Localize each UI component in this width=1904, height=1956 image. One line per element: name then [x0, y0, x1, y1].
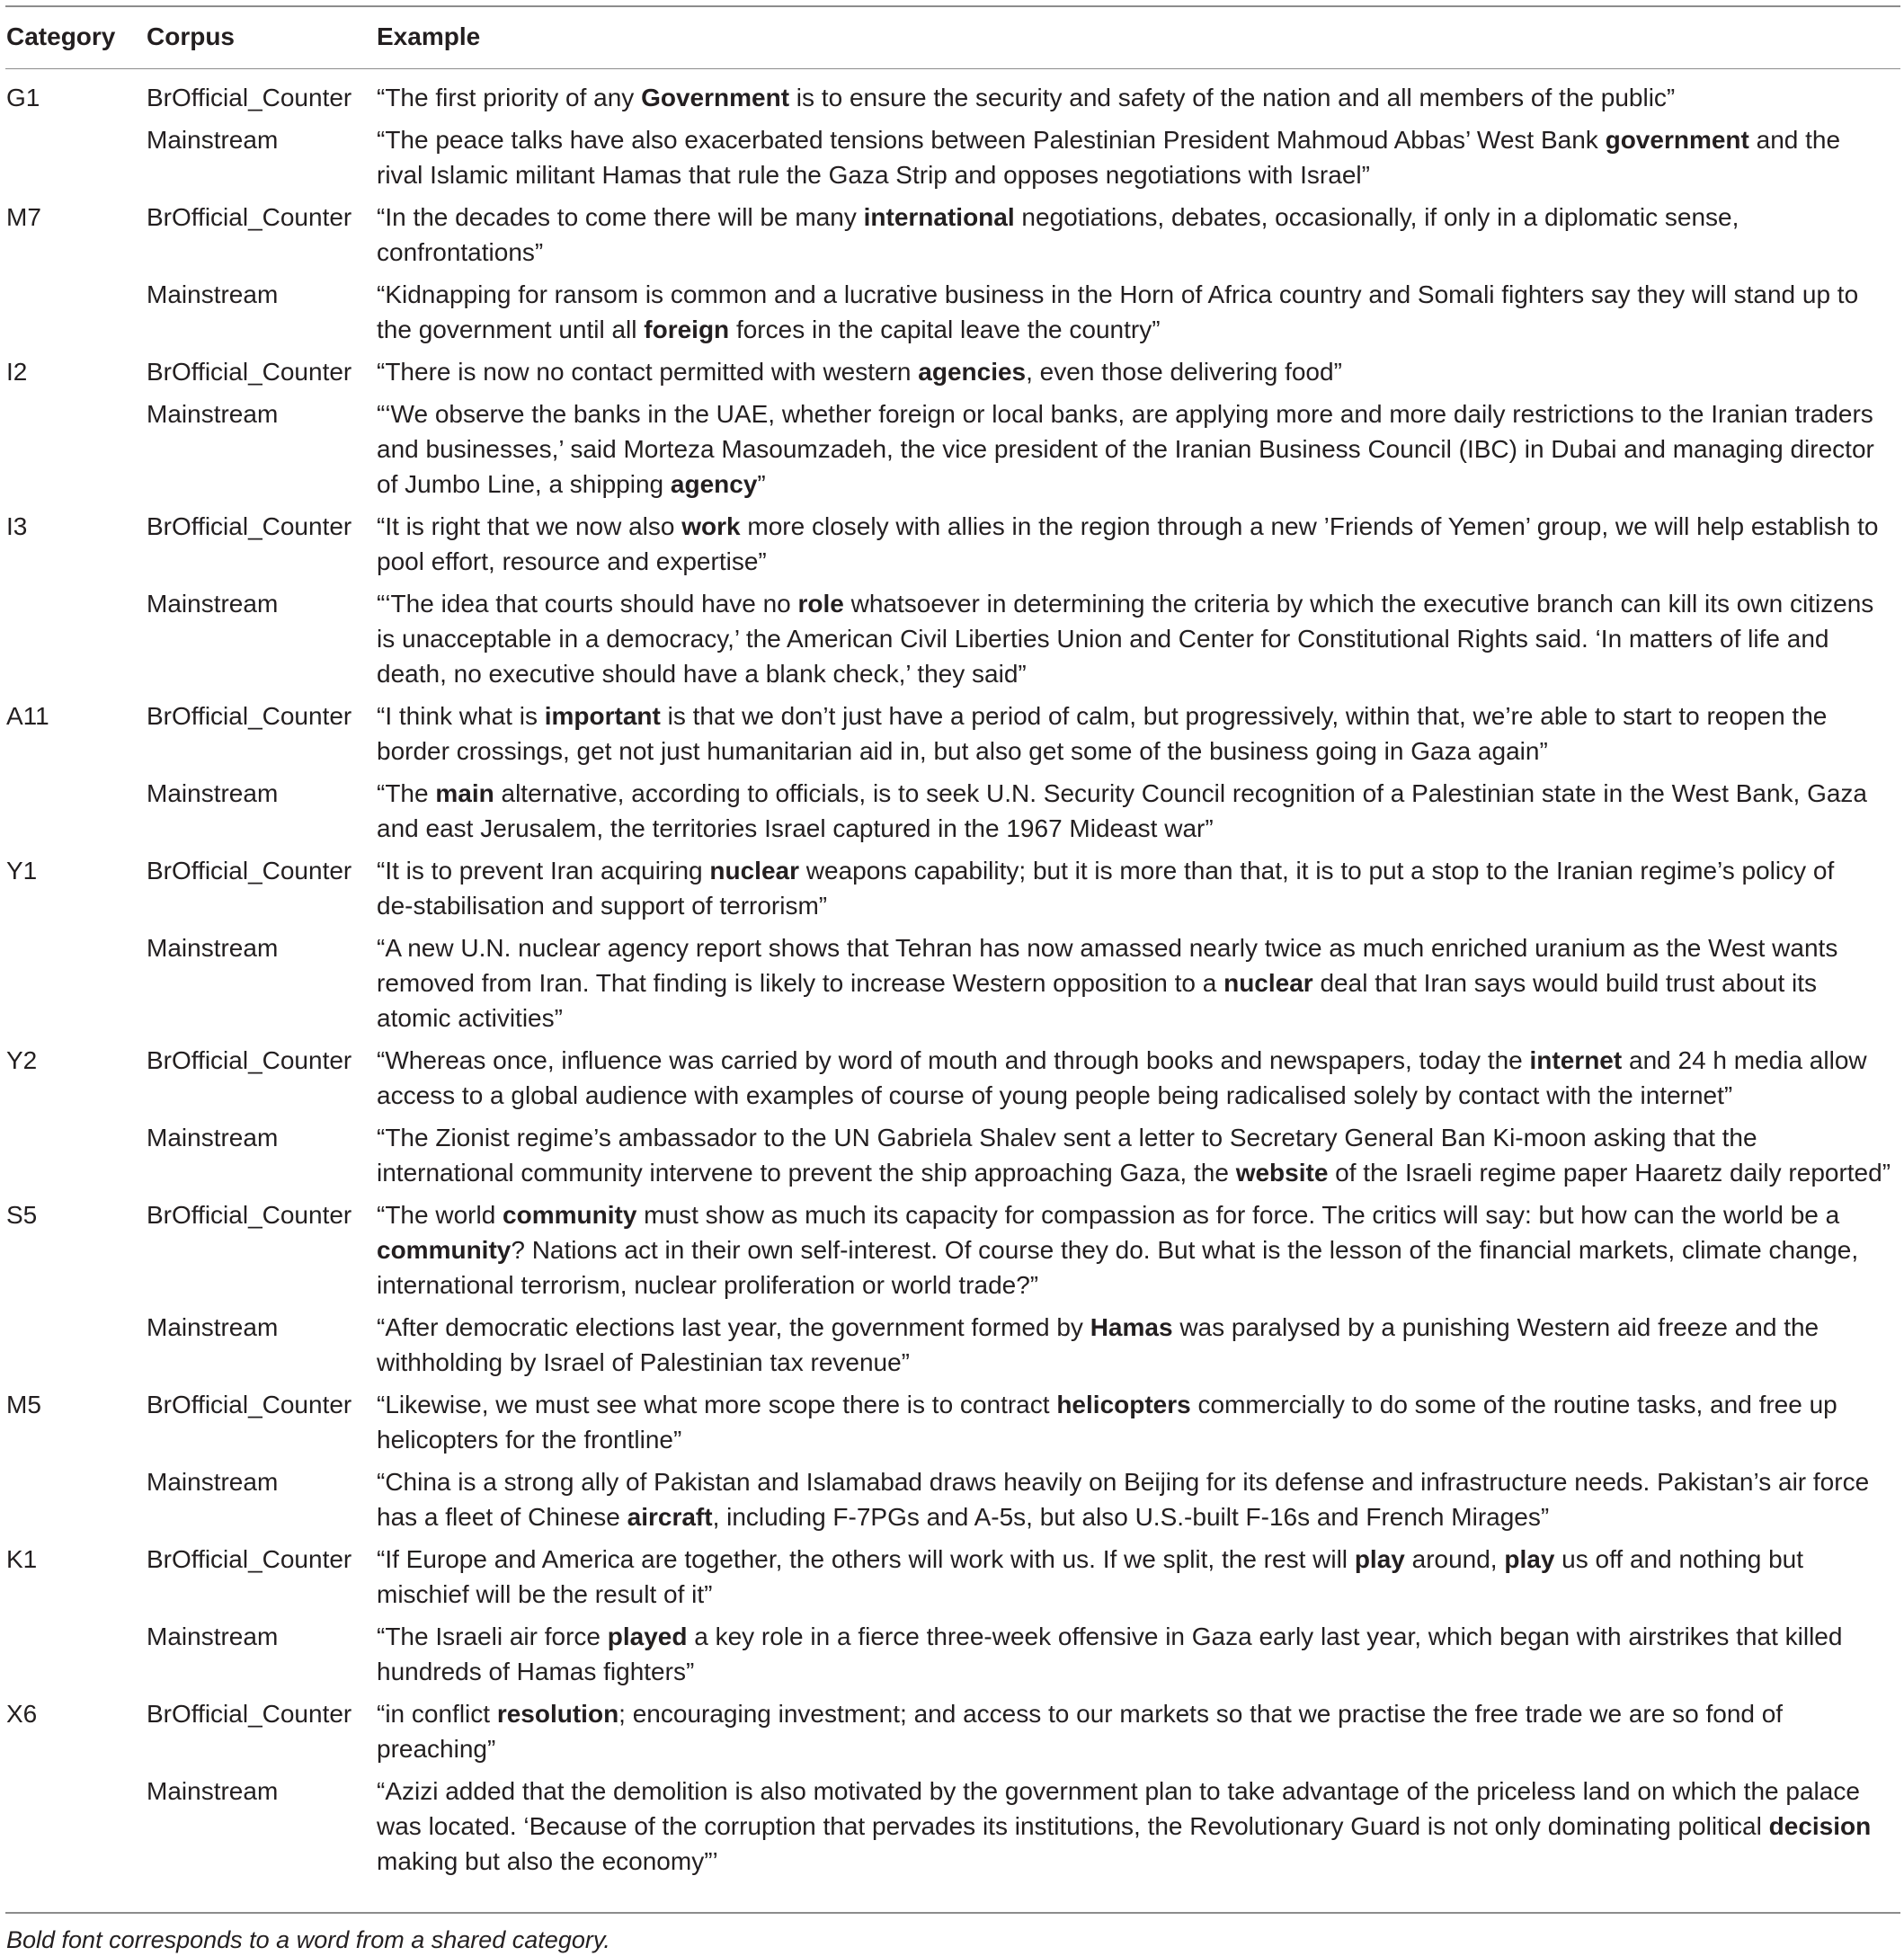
cell-example [377, 586, 1901, 691]
cell-corpus: Mainstream [147, 1124, 279, 1151]
example-text: “The Zionist regime’s ambassador to the UN Gabriela Shalev sent a letter to Secretary General Ban Ki-moon asking that the [377, 1124, 1757, 1151]
example-line [377, 1310, 1901, 1345]
cell-corpus: BrOfficial_Counter [147, 1046, 352, 1074]
example-text: “In the decades to come there will be many [377, 203, 864, 231]
example-text: has a fleet of Chinese [377, 1503, 627, 1531]
header-rule [5, 68, 1900, 69]
example-text: and businesses,’ said Morteza Masoumzadeh, the vice president of the Iranian Business Council (IBC) in Dubai and managing director [377, 435, 1874, 463]
example-text: helicopters for the frontline” [377, 1426, 682, 1454]
example-line [377, 1619, 1901, 1654]
cell-example [377, 509, 1901, 579]
example-line [377, 312, 1901, 347]
example-line [377, 656, 1901, 691]
shared-category-word: helicopters [1056, 1391, 1191, 1418]
shared-category-word: international [863, 203, 1015, 231]
example-line [377, 1345, 1901, 1380]
example-text: commercially to do some of the routine tasks, and free up [1190, 1391, 1837, 1418]
cell-example [377, 1310, 1901, 1380]
cell-example [377, 776, 1901, 846]
example-text: “Kidnapping for ransom is common and a lucrative business in the Horn of Africa country and Somali fighters say they will stand up to [377, 280, 1859, 308]
example-text: “The [377, 779, 436, 807]
example-text: is unacceptable in a democracy,’ the American Civil Liberties Union and Center for Constitutional Rights said. ‘In matters of life and [377, 625, 1829, 653]
example-line [377, 1731, 1901, 1766]
cell-corpus: BrOfficial_Counter [147, 203, 352, 231]
top-rule [5, 5, 1900, 7]
example-text: “The world [377, 1201, 503, 1229]
shared-category-word: work [681, 512, 741, 540]
cell-category: X6 [6, 1700, 38, 1728]
example-text: withholding by Israel of Palestinian tax revenue” [377, 1348, 911, 1376]
shared-category-word: aircraft [627, 1503, 713, 1531]
example-text: “Whereas once, influence was carried by word of mouth and through books and newspapers, today the [377, 1046, 1530, 1074]
example-text: more closely with allies in the region through a new ’Friends of Yemen’ group, we will help establish to [740, 512, 1879, 540]
example-text: is to ensure the security and safety of the nation and all members of the public” [789, 84, 1676, 111]
shared-category-word: agencies [918, 358, 1027, 386]
shared-category-word: decision [1768, 1812, 1872, 1840]
cell-corpus: BrOfficial_Counter [147, 857, 352, 885]
example-text: whatsoever in determining the criteria by which the executive branch can kill its own citizens [843, 590, 1874, 618]
table-footnote: Bold font corresponds to a word from a shared category. [6, 1926, 610, 1953]
example-text: “If Europe and America are together, the others will work with us. If we split, the rest will [377, 1545, 1355, 1573]
example-line [377, 1000, 1901, 1036]
cell-corpus: BrOfficial_Counter [147, 702, 352, 730]
shared-category-word: nuclear [709, 857, 800, 885]
example-text: is that we don’t just have a period of calm, but progressively, within that, we’re able to start to reopen the [660, 702, 1828, 730]
shared-category-word: internet [1529, 1046, 1623, 1074]
example-text: preaching” [377, 1735, 496, 1763]
example-line [377, 122, 1901, 157]
example-line [377, 853, 1901, 888]
example-line [377, 431, 1901, 467]
example-text: “The Israeli air force [377, 1623, 608, 1650]
cell-category: M5 [6, 1391, 41, 1418]
example-text: “There is now no contact permitted with western [377, 358, 919, 386]
example-line [377, 354, 1901, 389]
example-line [377, 965, 1901, 1000]
cell-category: A11 [6, 702, 49, 730]
example-line [377, 1464, 1901, 1499]
example-text: hundreds of Hamas fighters” [377, 1658, 695, 1685]
example-text: and east Jerusalem, the territories Israel captured in the 1967 Mideast war” [377, 814, 1214, 842]
example-text: “The peace talks have also exacerbated tensions between Palestinian President Mahmoud Abbas’ West Bank [377, 126, 1606, 154]
header-category: Category [6, 22, 116, 50]
cell-category: I2 [6, 358, 28, 386]
example-text: was located. ‘Because of the corruption that pervades its institutions, the Revolutionary Guard is not only dominating political [377, 1812, 1769, 1840]
cell-corpus: Mainstream [147, 779, 279, 807]
example-text: pool effort, resource and expertise” [377, 547, 767, 575]
cell-category: Y2 [6, 1046, 38, 1074]
example-text: ; encouraging investment; and access to our markets so that we practise the free trade we are so fond of [618, 1700, 1784, 1728]
example-line [377, 1387, 1901, 1422]
cell-example [377, 1774, 1901, 1879]
example-line [377, 509, 1901, 544]
bottom-rule [5, 1912, 1900, 1914]
example-text: access to a global audience with examples of course of young people being radicalised solely by contact with the internet” [377, 1081, 1733, 1109]
shared-category-word: agency [670, 470, 758, 498]
cell-example [377, 1043, 1901, 1113]
example-line [377, 1542, 1901, 1577]
example-text: must show as much its capacity for compassion as for force. The critics will say: but how can the world be a [636, 1201, 1840, 1229]
example-text: atomic activities” [377, 1004, 563, 1032]
example-line [377, 80, 1901, 115]
example-line [377, 1232, 1901, 1267]
cell-corpus: BrOfficial_Counter [147, 1391, 352, 1418]
example-text: making but also the economy”’ [377, 1847, 718, 1875]
shared-category-word: played [607, 1623, 688, 1650]
example-line [377, 888, 1901, 923]
example-text: “‘The idea that courts should have no [377, 590, 798, 618]
cell-corpus: Mainstream [147, 1777, 279, 1805]
shared-category-word: main [435, 779, 494, 807]
example-line [377, 698, 1901, 734]
example-text: negotiations, debates, occasionally, if only in a diplomatic sense, [1014, 203, 1739, 231]
example-line [377, 1043, 1901, 1078]
example-text: mischief will be the result of it” [377, 1580, 713, 1608]
cell-example [377, 122, 1901, 192]
cell-example [377, 1197, 1901, 1303]
example-text: weapons capability; but it is more than that, it is to put a stop to the Iranian regime’s policy of [799, 857, 1835, 885]
example-text: border crossings, get not just humanitarian aid in, but also get some of the business going in Gaza again” [377, 737, 1548, 765]
cell-corpus: Mainstream [147, 1313, 279, 1341]
example-text: international community intervene to prevent the ship approaching Gaza, the [377, 1159, 1236, 1187]
example-line [377, 930, 1901, 965]
example-text: death, no executive should have a blank check,’ they said” [377, 660, 1027, 688]
example-line [377, 811, 1901, 846]
example-text: and 24 h media allow [1622, 1046, 1867, 1074]
shared-category-word: role [797, 590, 844, 618]
shared-category-word: government [1605, 126, 1749, 154]
example-line [377, 1577, 1901, 1612]
cell-category: Y1 [6, 857, 38, 885]
cell-corpus: Mainstream [147, 1468, 279, 1496]
example-text: “China is a strong ally of Pakistan and Islamabad draws heavily on Beijing for its defense and infrastructure needs. Pakistan’s air force [377, 1468, 1870, 1496]
example-line [377, 1499, 1901, 1534]
shared-category-word: website [1235, 1159, 1329, 1187]
cell-example [377, 80, 1901, 115]
example-line [377, 1267, 1901, 1303]
shared-category-word: play [1354, 1545, 1405, 1573]
cell-example [377, 1619, 1901, 1689]
cell-corpus: BrOfficial_Counter [147, 358, 352, 386]
example-text: alternative, according to officials, is to seek U.N. Security Council recognition of a Palestinian state in the West Bank, Gaza [494, 779, 1868, 807]
cell-category: G1 [6, 84, 40, 111]
example-line [377, 467, 1901, 502]
example-text: “The first priority of any [377, 84, 642, 111]
example-line [377, 235, 1901, 270]
cell-corpus: BrOfficial_Counter [147, 1700, 352, 1728]
example-text: de-stabilisation and support of terrorism” [377, 892, 828, 920]
cell-corpus: BrOfficial_Counter [147, 512, 352, 540]
example-text: “in conflict [377, 1700, 497, 1728]
example-line [377, 396, 1901, 431]
cell-category: M7 [6, 203, 41, 231]
cell-example [377, 1696, 1901, 1766]
example-text: ? Nations act in their own self-interest. Of course they do. But what is the lesson of the financial markets, climate change, [511, 1236, 1859, 1264]
example-line [377, 200, 1901, 235]
example-text: ” [757, 470, 766, 498]
cell-corpus: Mainstream [147, 400, 279, 428]
cell-corpus: BrOfficial_Counter [147, 84, 352, 111]
example-line [377, 1654, 1901, 1689]
example-text: removed from Iran. That finding is likely to increase Western opposition to a [377, 969, 1224, 997]
example-text: and the [1748, 126, 1841, 154]
shared-category-word: foreign [644, 316, 730, 343]
cell-corpus: Mainstream [147, 1623, 279, 1650]
shared-category-word: resolution [496, 1700, 619, 1728]
cell-example [377, 354, 1901, 389]
cell-category: S5 [6, 1201, 38, 1229]
cell-example [377, 277, 1901, 347]
example-line [377, 1844, 1901, 1879]
example-line [377, 1422, 1901, 1457]
example-text: us off and nothing but [1554, 1545, 1804, 1573]
header-corpus: Corpus [147, 22, 235, 50]
shared-category-word: play [1504, 1545, 1555, 1573]
example-text: was paralysed by a punishing Western aid freeze and the [1172, 1313, 1819, 1341]
example-text: the government until all [377, 316, 645, 343]
example-line [377, 1120, 1901, 1155]
example-line [377, 776, 1901, 811]
example-text: “‘We observe the banks in the UAE, whether foreign or local banks, are applying more and more daily restrictions to the Iranian traders [377, 400, 1873, 428]
cell-category: K1 [6, 1545, 38, 1573]
header-example: Example [377, 22, 481, 50]
example-text: international terrorism, nuclear proliferation or world trade?” [377, 1271, 1039, 1299]
example-text: deal that Iran says would build trust about its [1312, 969, 1818, 997]
cell-corpus: Mainstream [147, 126, 279, 154]
example-line [377, 734, 1901, 769]
cell-corpus: Mainstream [147, 280, 279, 308]
example-text: “Azizi added that the demolition is also motivated by the government plan to take advantage of the priceless land on which the palace [377, 1777, 1860, 1805]
example-line [377, 277, 1901, 312]
example-text: “Likewise, we must see what more scope there is to contract [377, 1391, 1057, 1418]
cell-example [377, 1387, 1901, 1457]
cell-category: I3 [6, 512, 28, 540]
example-text: of Jumbo Line, a shipping [377, 470, 671, 498]
example-line [377, 1155, 1901, 1190]
example-line [377, 544, 1901, 579]
shared-category-word: community [503, 1201, 637, 1229]
example-text: “I think what is [377, 702, 545, 730]
example-text: “It is right that we now also [377, 512, 682, 540]
shared-category-word: Government [641, 84, 790, 111]
cell-example [377, 698, 1901, 769]
example-text: rival Islamic militant Hamas that rule the Gaza Strip and opposes negotiations with Israel” [377, 161, 1370, 189]
cell-example [377, 853, 1901, 923]
cell-example [377, 930, 1901, 1036]
example-text: “It is to prevent Iran acquiring [377, 857, 710, 885]
cell-corpus: Mainstream [147, 590, 279, 618]
cell-example [377, 1464, 1901, 1534]
cell-example [377, 200, 1901, 270]
example-text: confrontations” [377, 238, 544, 266]
example-text: “After democratic elections last year, the government formed by [377, 1313, 1090, 1341]
example-text: of the Israeli regime paper Haaretz daily reported” [1328, 1159, 1891, 1187]
example-line [377, 1078, 1901, 1113]
example-text: , including F-7PGs and A-5s, but also U.S.-built F-16s and French Mirages” [712, 1503, 1550, 1531]
example-text: around, [1404, 1545, 1505, 1573]
shared-category-word: community [377, 1236, 512, 1264]
cell-corpus: BrOfficial_Counter [147, 1201, 352, 1229]
example-line [377, 157, 1901, 192]
example-line [377, 621, 1901, 656]
shared-category-word: Hamas [1090, 1313, 1173, 1341]
cell-example [377, 1542, 1901, 1612]
example-line [377, 1197, 1901, 1232]
example-text: , even those delivering food” [1026, 358, 1342, 386]
example-line [377, 1774, 1901, 1809]
cell-corpus: BrOfficial_Counter [147, 1545, 352, 1573]
cell-example [377, 1120, 1901, 1190]
cell-example [377, 396, 1901, 502]
example-text: a key role in a fierce three-week offensive in Gaza early last year, which began with airstrikes that killed [687, 1623, 1843, 1650]
cell-corpus: Mainstream [147, 934, 279, 962]
example-line [377, 1696, 1901, 1731]
example-line [377, 1809, 1901, 1844]
shared-category-word: important [544, 702, 661, 730]
example-text: “A new U.N. nuclear agency report shows that Tehran has now amassed nearly twice as much enriched uranium as the West wants [377, 934, 1838, 962]
shared-category-word: nuclear [1223, 969, 1313, 997]
example-text: forces in the capital leave the country” [729, 316, 1161, 343]
example-line [377, 586, 1901, 621]
